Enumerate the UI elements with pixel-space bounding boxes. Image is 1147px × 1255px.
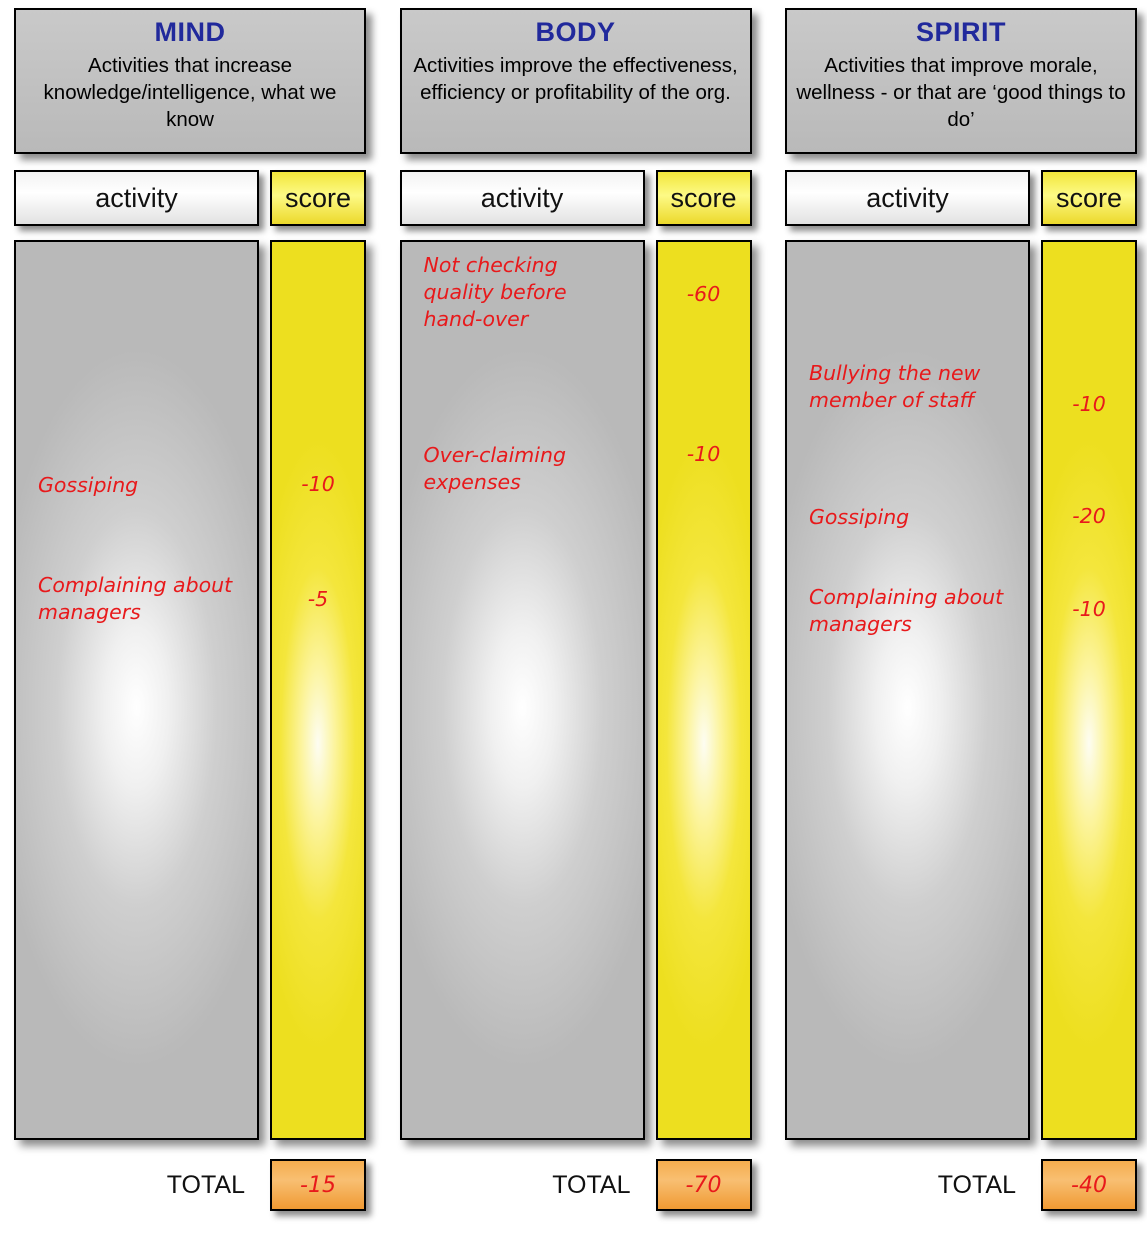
score-panel-mind[interactable] — [270, 240, 366, 1140]
activity-entry: Gossiping — [38, 473, 139, 497]
activity-entry: Complaining about managers — [38, 573, 233, 625]
column-description: Activities that improve morale, wellness - or that are ‘good things to do’ — [796, 53, 1126, 132]
activity-entry: Not checking quality before hand-over — [423, 253, 567, 332]
activity-entry: Gossiping — [809, 505, 910, 529]
column-title: MIND — [154, 17, 226, 47]
score-entry: -60 — [686, 282, 721, 306]
total-label: TOTAL — [937, 1170, 1016, 1199]
column-spirit — [785, 8, 1137, 1247]
activity-panel-mind[interactable] — [14, 240, 259, 1140]
activity-panel-spirit[interactable] — [785, 240, 1030, 1140]
total-row-mind — [14, 1156, 366, 1214]
header-card-body — [400, 8, 752, 154]
activity-entry: Over-claiming expenses — [423, 443, 566, 495]
activity-header: activity — [14, 170, 259, 226]
score-entry: -10 — [1072, 392, 1106, 416]
score-header: score — [656, 170, 752, 226]
column-description: Activities that increase knowledge/intelligence, what we know — [43, 53, 337, 132]
column-mind — [14, 8, 366, 1247]
score-panel-body[interactable] — [656, 240, 752, 1140]
score-panel-spirit[interactable] — [1041, 240, 1137, 1140]
total-row-spirit — [785, 1156, 1137, 1214]
header-card-spirit — [785, 8, 1137, 154]
label-row-spirit — [785, 170, 1137, 226]
activity-panel-body[interactable] — [400, 240, 645, 1140]
score-entry: -10 — [301, 472, 335, 496]
body-row-body — [400, 240, 752, 1140]
activity-entry: Complaining about managers — [809, 585, 1004, 637]
column-title: BODY — [535, 17, 616, 47]
column-title: SPIRIT — [915, 17, 1006, 47]
total-row-body — [400, 1156, 752, 1214]
column-description: Activities improve the effectiveness, efficiency or profitability of the org. — [413, 53, 738, 104]
total-label: TOTAL — [166, 1170, 245, 1199]
total-value: -15 — [270, 1159, 366, 1211]
label-row-body — [400, 170, 752, 226]
total-value: -40 — [1041, 1159, 1137, 1211]
score-entry: -20 — [1072, 504, 1106, 528]
score-entry: -5 — [307, 587, 329, 611]
score-header: score — [1041, 170, 1137, 226]
body-row-spirit — [785, 240, 1137, 1140]
total-label: TOTAL — [552, 1170, 631, 1199]
header-card-mind — [14, 8, 366, 154]
total-value: -70 — [656, 1159, 752, 1211]
label-row-mind — [14, 170, 366, 226]
activity-header: activity — [400, 170, 645, 226]
score-entry: -10 — [686, 442, 721, 466]
activity-entry: Bullying the new member of staff — [809, 361, 981, 413]
score-header: score — [270, 170, 366, 226]
column-body — [400, 8, 752, 1247]
activity-header: activity — [785, 170, 1030, 226]
body-row-mind — [14, 240, 366, 1140]
score-entry: -10 — [1072, 597, 1106, 621]
